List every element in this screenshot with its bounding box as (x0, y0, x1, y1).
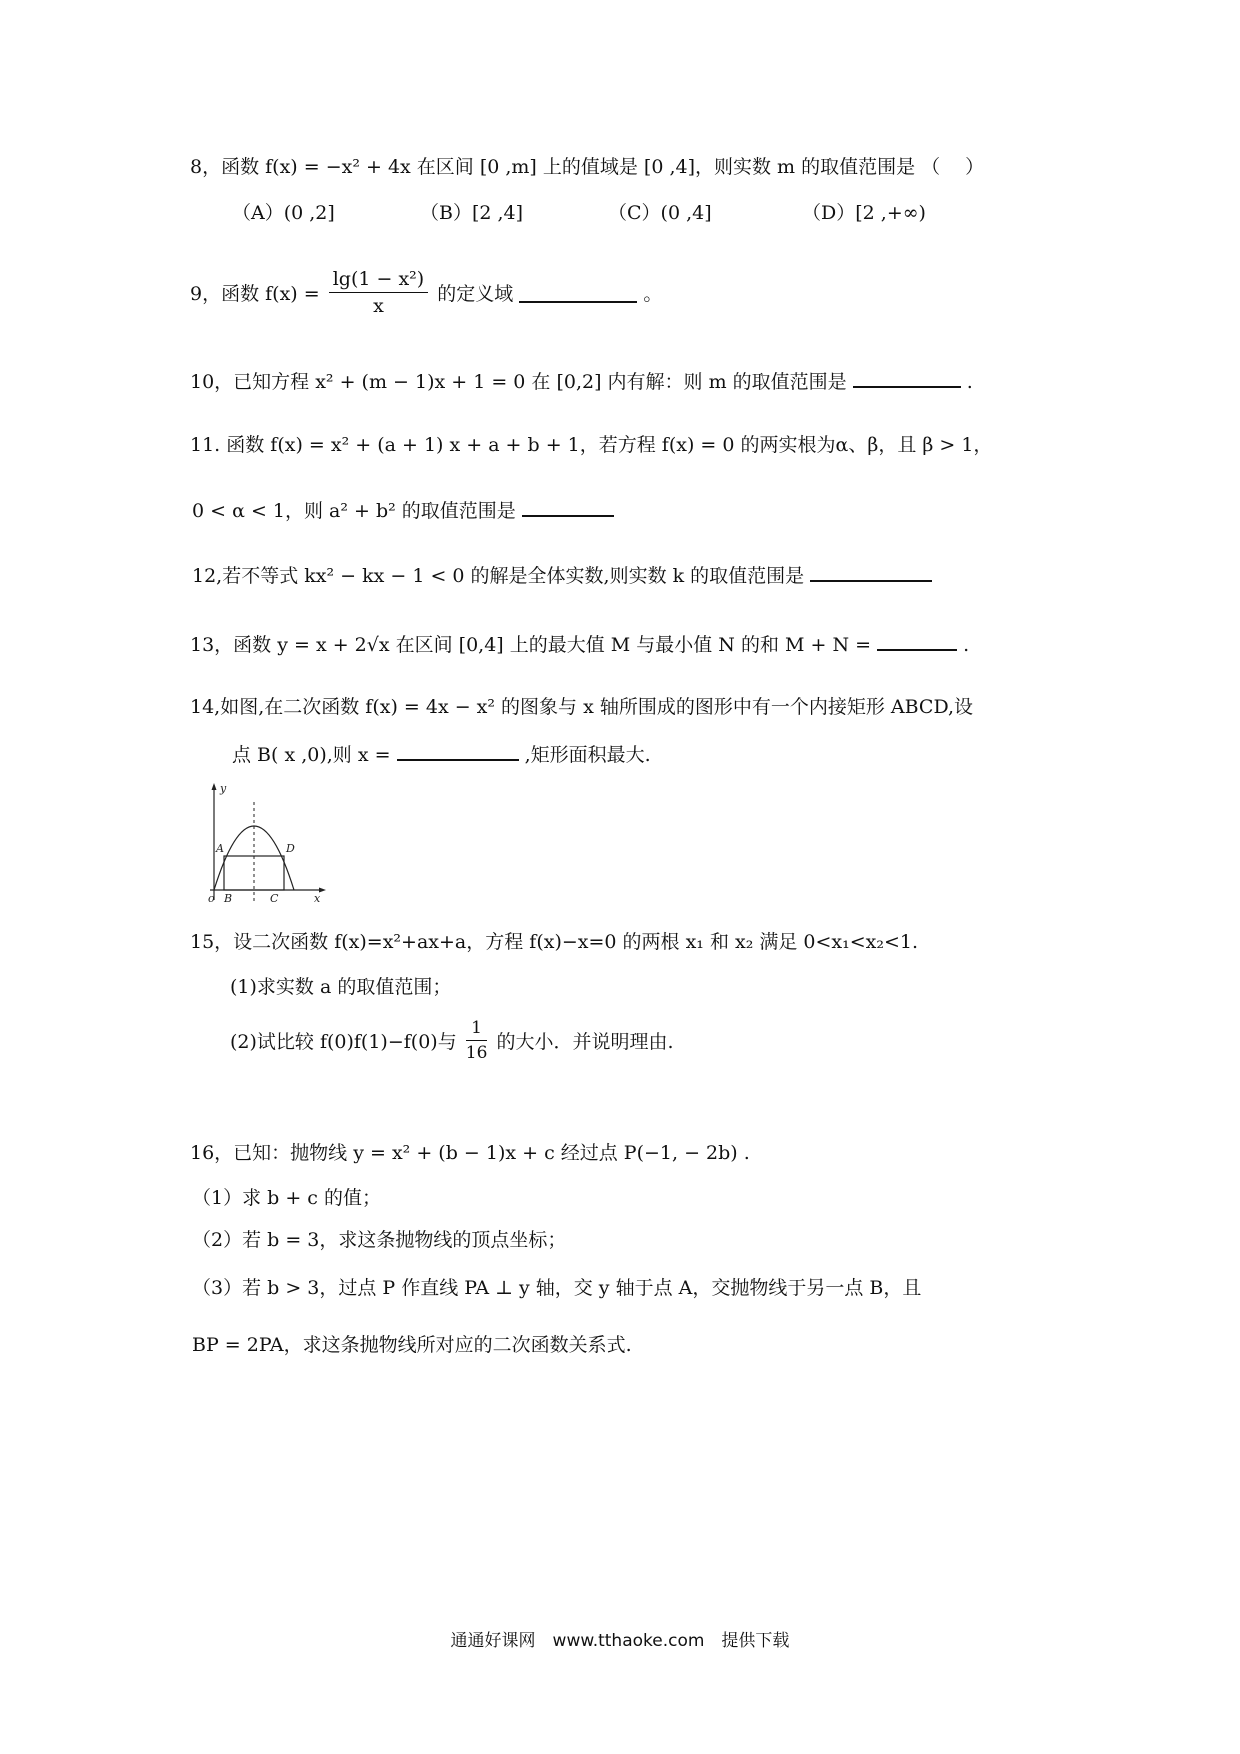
footer-source-text: 通通好课网 www.tthaoke.com 提供下载 (450, 1631, 790, 1651)
question-15-part-2-prefix: (2)试比较 f(0)f(1)−f(0)与 (230, 1031, 457, 1053)
question-15-part-2 (230, 1018, 674, 1063)
question-9 (190, 268, 662, 317)
question-14-answer-blank[interactable] (397, 741, 519, 761)
question-13-answer-blank[interactable] (877, 631, 957, 651)
question-10-answer-blank[interactable] (853, 368, 961, 388)
question-13-text: 13，函数 y = x + 2√x 在区间 [0,4] 上的最大值 M 与最小值 N 的和 M + N = (190, 634, 872, 656)
question-16-part-3-line-2: BP = 2PA，求这条抛物线所对应的二次函数关系式. (192, 1334, 632, 1356)
question-15-part-1: (1)求实数 a 的取值范围； (230, 976, 452, 998)
question-9-answer-blank[interactable] (519, 283, 637, 303)
question-10-end: . (966, 371, 973, 393)
figure-label-b: B (224, 892, 233, 905)
figure-label-d: D (286, 842, 295, 855)
question-16-part-2: （2）若 b = 3，求这条抛物线的顶点坐标； (192, 1229, 567, 1251)
figure-label-o: o (208, 892, 215, 905)
parabola-rectangle-figure (210, 782, 330, 904)
question-15-fraction-denominator: 16 (465, 1043, 488, 1063)
figure-label-c: C (270, 892, 279, 905)
question-13-end: . (963, 634, 970, 656)
question-9-denominator: x (373, 295, 384, 317)
question-8-option-d: （D）[2 ,+∞) (802, 202, 926, 224)
question-8-stem: 8，函数 f(x) = −x² + 4x 在区间 [0 ,m] 上的值域是 [0 ,4]，则实数 m 的取值范围是 （ ） (190, 156, 985, 178)
y-axis-arrow-icon (212, 783, 217, 790)
figure-label-x: x (314, 892, 321, 905)
question-12-answer-blank[interactable] (810, 562, 932, 582)
question-13 (190, 630, 969, 657)
question-15-part-2-suffix: 的大小．并说明理由. (496, 1031, 674, 1053)
figure-label-y: y (220, 782, 227, 795)
question-9-suffix: 的定义域 (437, 283, 514, 305)
question-12 (192, 561, 932, 588)
question-15-stem: 15，设二次函数 f(x)=x²+ax+a，方程 f(x)−x=0 的两根 x₁ 和 x₂ 满足 0<x₁<x₂<1. (190, 931, 919, 953)
question-14-line-2 (232, 740, 651, 767)
figure-label-a: A (216, 842, 224, 855)
question-16-part-3-line-1: （3）若 b > 3，过点 P 作直线 PA ⊥ y 轴，交 y 轴于点 A，交抛物线于另一点 B，且 (192, 1277, 922, 1299)
question-14-line-1: 14,如图,在二次函数 f(x) = 4x − x² 的图象与 x 轴所围成的图形中有一个内接矩形 ABCD,设 (190, 696, 974, 718)
question-9-numerator: lg(1 − x²) (329, 268, 428, 293)
question-9-end: 。 (643, 283, 663, 305)
question-8-option-b: （B）[2 ,4] (420, 202, 524, 224)
question-9-prefix: 9，函数 f(x) = (190, 283, 320, 305)
question-16-stem: 16，已知：抛物线 y = x² + (b − 1)x + c 经过点 P(−1, − 2b) . (190, 1142, 750, 1164)
inscribed-rectangle (224, 856, 284, 890)
question-9-fraction (329, 268, 428, 317)
question-8-option-c: （C）(0 ,4] (608, 202, 712, 224)
question-11-line-2 (192, 496, 614, 523)
question-8-option-a: （A）(0 ,2] (232, 202, 335, 224)
question-16-part-1: （1）求 b + c 的值； (192, 1187, 381, 1209)
question-14-line-2a: 点 B( x ,0),则 x = (232, 744, 391, 766)
question-14-line-2b: ,矩形面积最大. (524, 744, 651, 766)
question-11-answer-blank[interactable] (522, 497, 614, 517)
question-15-fraction-numerator: 1 (466, 1018, 488, 1041)
question-11-line-2-text: 0 < α < 1，则 a² + b² 的取值范围是 (192, 500, 516, 522)
question-15-fraction (466, 1018, 488, 1063)
question-11-line-1: 11. 函数 f(x) = x² + (a + 1) x + a + b + 1，若方程 f(x) = 0 的两实根为α、β，且 β > 1， (190, 434, 993, 456)
question-10-text: 10，已知方程 x² + (m − 1)x + 1 = 0 在 [0,2] 内有解：则 m 的取值范围是 (190, 371, 847, 393)
question-10 (190, 367, 973, 394)
question-12-text: 12,若不等式 kx² − kx − 1 < 0 的解是全体实数,则实数 k 的取值范围是 (192, 565, 805, 587)
